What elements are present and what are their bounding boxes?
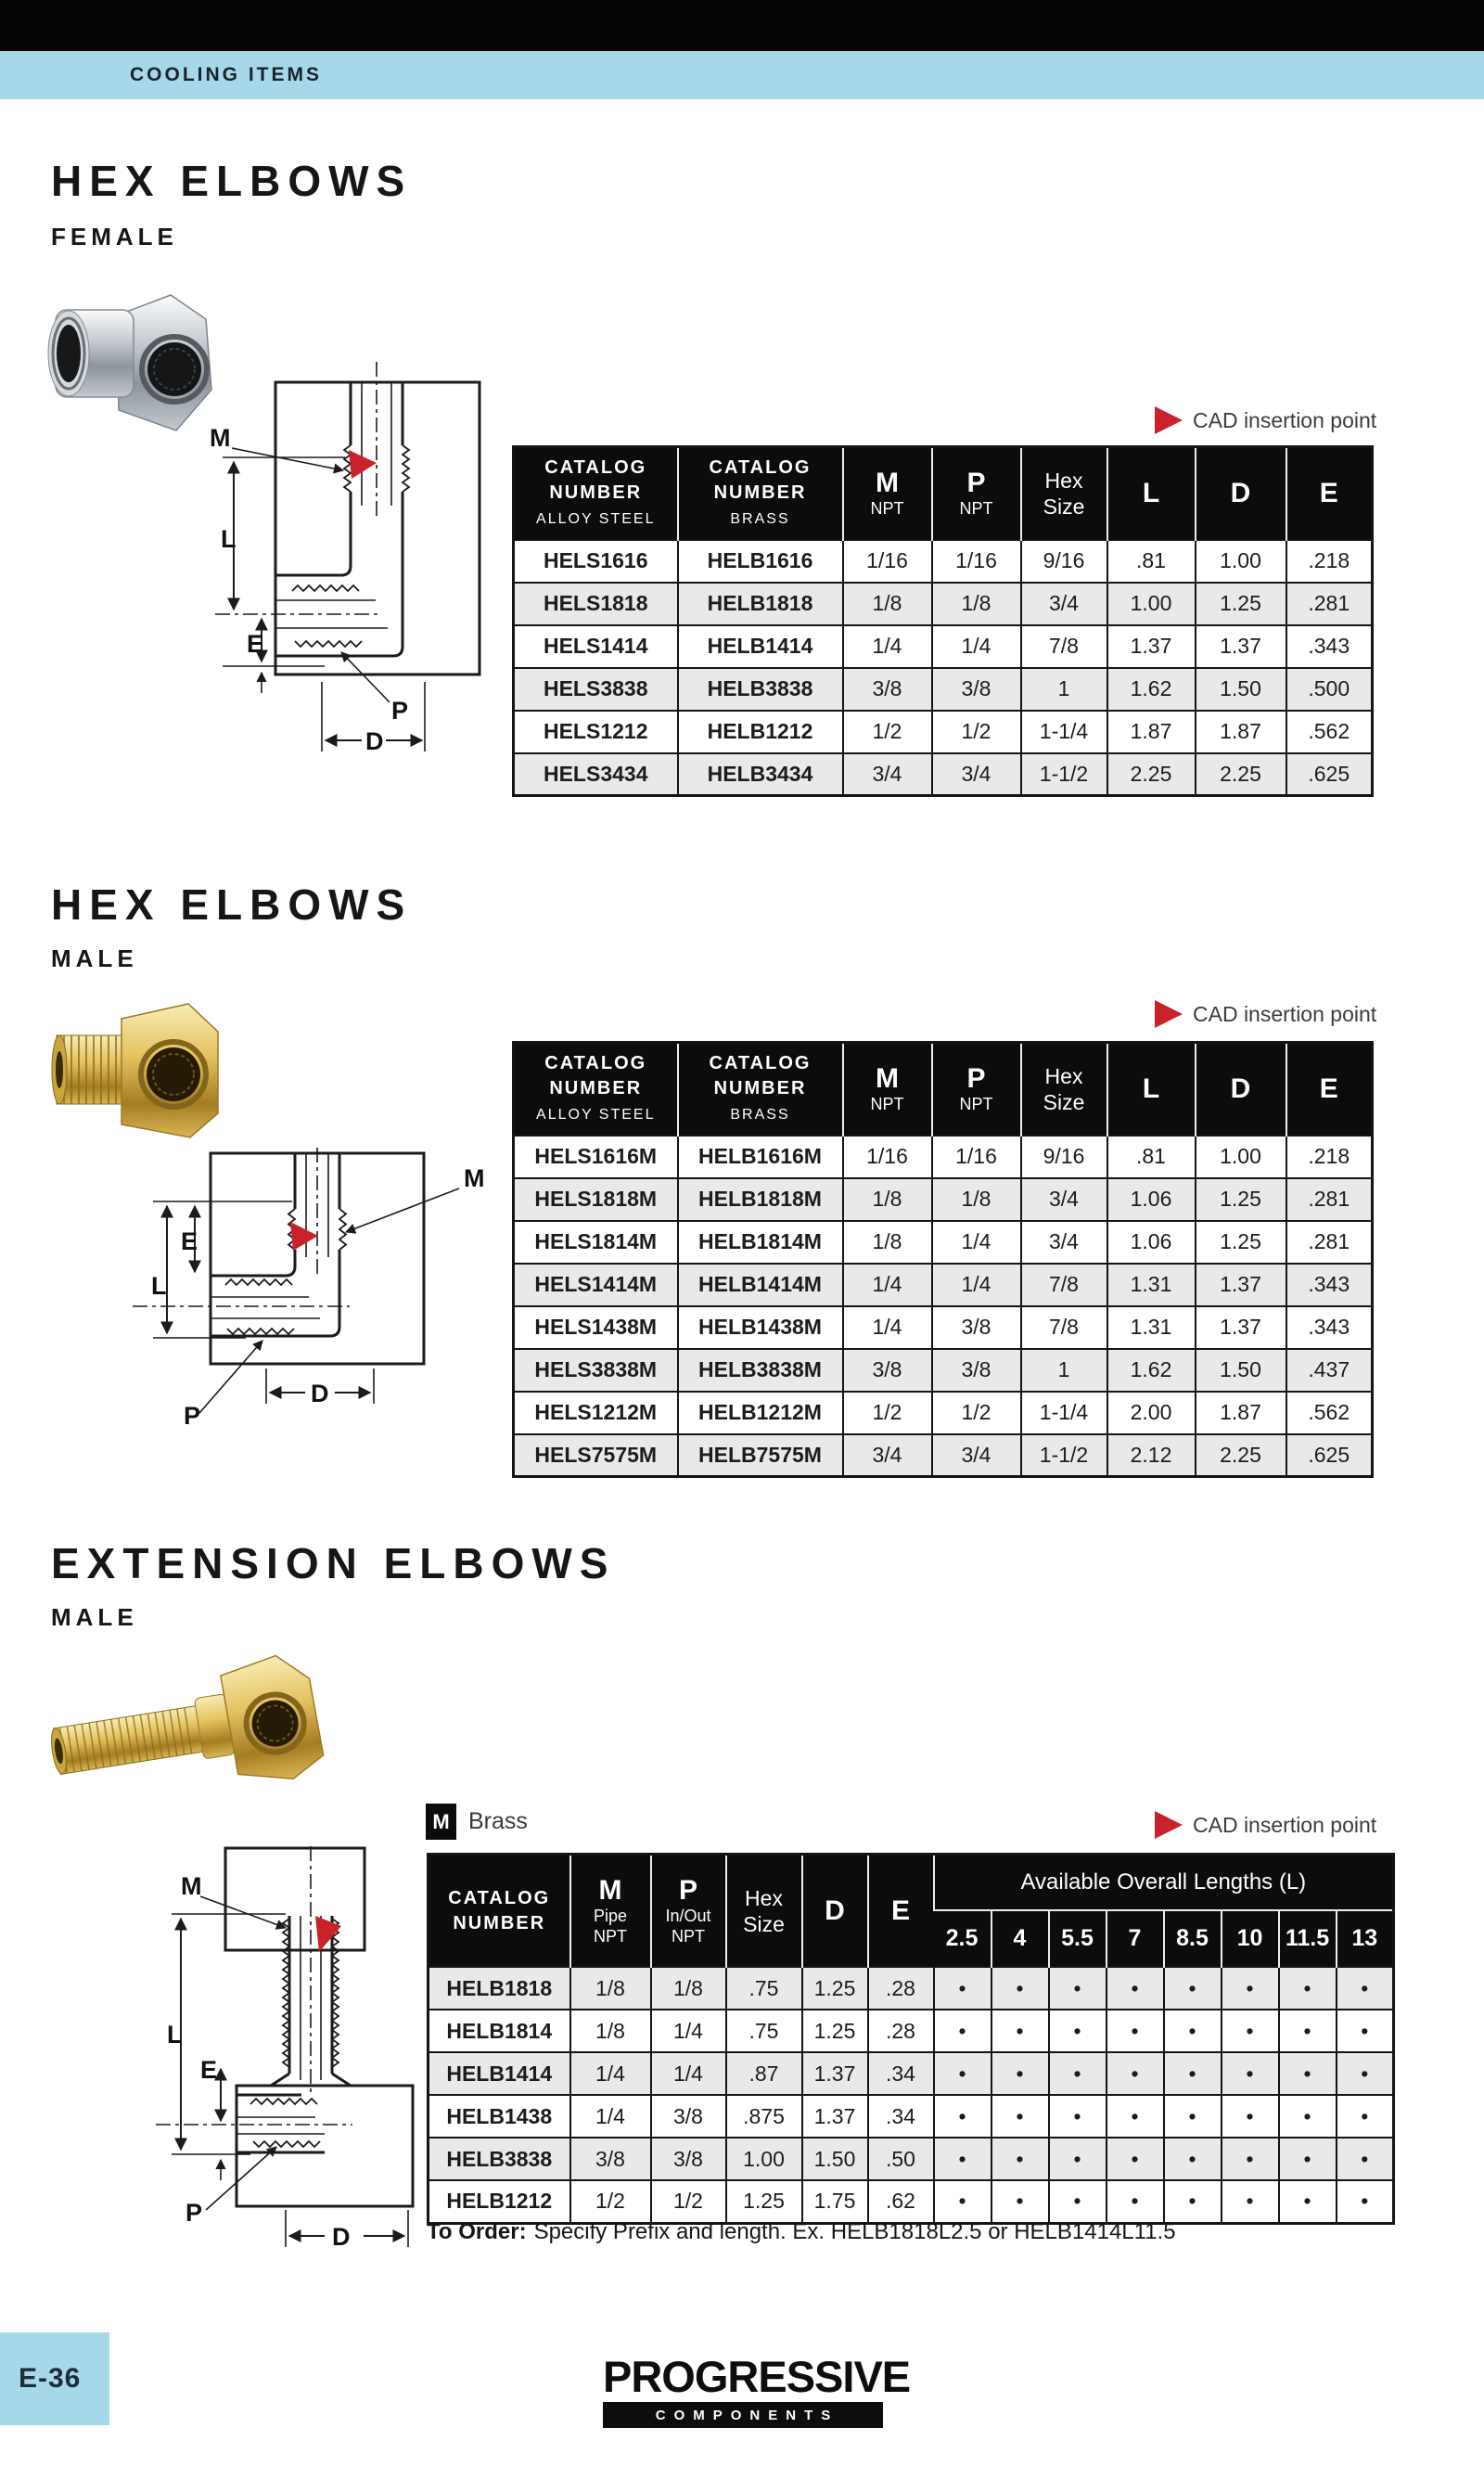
spec-value-cell: 3/4 bbox=[932, 1434, 1021, 1477]
spec-value-cell: 9/16 bbox=[1021, 540, 1107, 583]
spec-value-cell: .218 bbox=[1286, 540, 1373, 583]
availability-dot-cell: • bbox=[1337, 2052, 1394, 2095]
spec-value-cell: .625 bbox=[1286, 1434, 1373, 1477]
availability-dot-cell: • bbox=[991, 2180, 1049, 2223]
section2-subtitle: MALE bbox=[51, 944, 138, 972]
catalog-number-cell: HELB1438M bbox=[678, 1306, 843, 1349]
availability-dot-cell: • bbox=[934, 2010, 991, 2052]
availability-dot-cell: • bbox=[1049, 2010, 1107, 2052]
column-header: D bbox=[1196, 1043, 1286, 1136]
availability-dot-cell: • bbox=[1222, 1967, 1279, 2010]
availability-dot-cell: • bbox=[934, 2138, 991, 2180]
spec-value-cell: 1.00 bbox=[726, 2138, 802, 2180]
category-bar bbox=[0, 51, 1484, 99]
length-column-header: 10 bbox=[1222, 1910, 1279, 1967]
catalog-number-cell: HELB3838 bbox=[429, 2138, 570, 2180]
page-number-tab bbox=[0, 2332, 109, 2425]
availability-dot-cell: • bbox=[1107, 2010, 1164, 2052]
catalog-number-cell: HELB1616 bbox=[678, 540, 843, 583]
spec-value-cell: .28 bbox=[868, 1967, 934, 2010]
spec-value-cell: .281 bbox=[1286, 1178, 1373, 1221]
spec-value-cell: 3/4 bbox=[843, 753, 932, 796]
diagram-label-p: P bbox=[184, 1402, 201, 1430]
column-header: E bbox=[1286, 447, 1373, 540]
diagram-label-m: M bbox=[210, 424, 231, 452]
availability-dot-cell: • bbox=[991, 1967, 1049, 2010]
availability-dot-cell: • bbox=[1337, 2180, 1394, 2223]
spec-value-cell: 1/4 bbox=[843, 1264, 932, 1306]
catalog-number-cell: HELB1616M bbox=[678, 1136, 843, 1178]
spec-value-cell: .87 bbox=[726, 2052, 802, 2095]
diagram-label-e: E bbox=[200, 2056, 218, 2084]
spec-value-cell: 1/16 bbox=[843, 540, 932, 583]
availability-dot-cell: • bbox=[1279, 1967, 1337, 2010]
availability-dot-cell: • bbox=[1049, 2095, 1107, 2138]
spec-value-cell: 1.25 bbox=[726, 2180, 802, 2223]
table-row bbox=[514, 583, 1373, 625]
spec-value-cell: 1.00 bbox=[1196, 1136, 1286, 1178]
cad-arrow-icon bbox=[1155, 1000, 1183, 1028]
spec-value-cell: 3/8 bbox=[570, 2138, 651, 2180]
diagram-label-p: P bbox=[186, 2199, 203, 2227]
table-row bbox=[429, 2095, 1394, 2138]
catalog-number-cell: HELB3838M bbox=[678, 1349, 843, 1392]
spec-value-cell: .625 bbox=[1286, 753, 1373, 796]
spec-value-cell: 1.25 bbox=[1196, 1221, 1286, 1264]
table-row bbox=[514, 625, 1373, 668]
spec-value-cell: 3/8 bbox=[843, 1349, 932, 1392]
availability-dot-cell: • bbox=[1279, 2052, 1337, 2095]
extension-elbow-diagram bbox=[130, 1846, 436, 2264]
availability-dot-cell: • bbox=[934, 2052, 991, 2095]
section2-title: HEX ELBOWS bbox=[51, 880, 413, 929]
spec-value-cell: 3/4 bbox=[932, 753, 1021, 796]
spec-value-cell: 1/4 bbox=[843, 625, 932, 668]
catalog-number-cell: HELS1818M bbox=[514, 1178, 678, 1221]
spec-value-cell: 1.50 bbox=[802, 2138, 868, 2180]
male-elbows-table bbox=[512, 1041, 1374, 1478]
spec-value-cell: 2.25 bbox=[1196, 1434, 1286, 1477]
spec-value-cell: 1.37 bbox=[1107, 625, 1196, 668]
cad-arrow-icon bbox=[1155, 406, 1183, 434]
material-legend bbox=[426, 1804, 528, 1840]
spec-value-cell: .75 bbox=[726, 1967, 802, 2010]
cad-arrow-icon bbox=[1155, 1811, 1183, 1839]
availability-dot-cell: • bbox=[1107, 2095, 1164, 2138]
spec-value-cell: 7/8 bbox=[1021, 1306, 1107, 1349]
table-row bbox=[514, 668, 1373, 711]
spec-value-cell: 3/4 bbox=[1021, 1178, 1107, 1221]
spec-value-cell: 1/2 bbox=[932, 1392, 1021, 1434]
spec-value-cell: 1.31 bbox=[1107, 1264, 1196, 1306]
top-black-bar bbox=[0, 0, 1484, 51]
availability-dot-cell: • bbox=[934, 2095, 991, 2138]
length-column-header: 8.5 bbox=[1164, 1910, 1222, 1967]
spec-value-cell: 2.25 bbox=[1196, 753, 1286, 796]
spec-value-cell: 1-1/4 bbox=[1021, 1392, 1107, 1434]
spec-value-cell: .343 bbox=[1286, 625, 1373, 668]
spec-value-cell: 1/8 bbox=[932, 583, 1021, 625]
availability-dot-cell: • bbox=[1279, 2138, 1337, 2180]
cad-note-1: CAD insertion point bbox=[1155, 406, 1376, 434]
spec-value-cell: 3/8 bbox=[932, 668, 1021, 711]
availability-dot-cell: • bbox=[1222, 2095, 1279, 2138]
catalog-number-cell: HELS1438M bbox=[514, 1306, 678, 1349]
table-row bbox=[429, 2010, 1394, 2052]
catalog-number-cell: HELB3434 bbox=[678, 753, 843, 796]
catalog-number-cell: HELS3434 bbox=[514, 753, 678, 796]
spec-value-cell: 1/2 bbox=[843, 1392, 932, 1434]
column-header: CATALOG NUMBER BRASS bbox=[678, 447, 843, 540]
spec-value-cell: 1/16 bbox=[932, 1136, 1021, 1178]
spec-value-cell: 1.31 bbox=[1107, 1306, 1196, 1349]
spec-value-cell: 1/8 bbox=[570, 2010, 651, 2052]
spec-value-cell: 1/8 bbox=[570, 1967, 651, 2010]
spec-value-cell: 1.25 bbox=[1196, 583, 1286, 625]
spec-value-cell: .281 bbox=[1286, 583, 1373, 625]
spec-value-cell: .875 bbox=[726, 2095, 802, 2138]
spec-value-cell: 1 bbox=[1021, 668, 1107, 711]
spec-value-cell: 1/8 bbox=[932, 1178, 1021, 1221]
spec-value-cell: .50 bbox=[868, 2138, 934, 2180]
spec-value-cell: 3/4 bbox=[1021, 1221, 1107, 1264]
cad-note-3: CAD insertion point bbox=[1155, 1811, 1376, 1839]
spec-value-cell: .62 bbox=[868, 2180, 934, 2223]
catalog-number-cell: HELB1212 bbox=[429, 2180, 570, 2223]
catalog-number-cell: HELB1212M bbox=[678, 1392, 843, 1434]
spec-value-cell: 1/8 bbox=[843, 1221, 932, 1264]
availability-dot-cell: • bbox=[1049, 1967, 1107, 2010]
availability-dot-cell: • bbox=[1049, 2180, 1107, 2223]
column-header: Hex Size bbox=[1021, 447, 1107, 540]
spec-value-cell: 1.50 bbox=[1196, 668, 1286, 711]
availability-dot-cell: • bbox=[1164, 2138, 1222, 2180]
diagram-label-d: D bbox=[365, 727, 384, 755]
availability-dot-cell: • bbox=[1164, 2010, 1222, 2052]
catalog-number-cell: HELB7575M bbox=[678, 1434, 843, 1477]
spec-value-cell: 1/2 bbox=[651, 2180, 726, 2223]
table-row bbox=[514, 1221, 1373, 1264]
column-header: D bbox=[802, 1855, 868, 1968]
spec-value-cell: 1.37 bbox=[1196, 625, 1286, 668]
company-logo bbox=[603, 2352, 911, 2428]
spec-value-cell: 1/4 bbox=[843, 1306, 932, 1349]
availability-dot-cell: • bbox=[991, 2052, 1049, 2095]
column-header: M Pipe NPT bbox=[570, 1855, 651, 1968]
diagram-label-e: E bbox=[181, 1227, 198, 1255]
spec-value-cell: 1.37 bbox=[802, 2095, 868, 2138]
column-header: Hex Size bbox=[726, 1855, 802, 1968]
catalog-number-cell: HELS1414 bbox=[514, 625, 678, 668]
spec-value-cell: 1 bbox=[1021, 1349, 1107, 1392]
product-photo-male-elbow bbox=[51, 995, 223, 1145]
column-header: L bbox=[1107, 447, 1196, 540]
catalog-number-cell: HELB1414 bbox=[429, 2052, 570, 2095]
spec-value-cell: 1/16 bbox=[932, 540, 1021, 583]
diagram-label-e: E bbox=[247, 630, 264, 658]
spec-value-cell: .75 bbox=[726, 2010, 802, 2052]
table-row bbox=[514, 1349, 1373, 1392]
lengths-header: Available Overall Lengths (L) bbox=[934, 1855, 1394, 1911]
availability-dot-cell: • bbox=[1164, 2052, 1222, 2095]
cad-insertion-marker bbox=[349, 450, 377, 479]
availability-dot-cell: • bbox=[1164, 2095, 1222, 2138]
section1-title: HEX ELBOWS bbox=[51, 157, 413, 205]
availability-dot-cell: • bbox=[1337, 2010, 1394, 2052]
material-label: Brass bbox=[468, 1808, 528, 1834]
catalog-number-cell: HELS1814M bbox=[514, 1221, 678, 1264]
diagram-label-l: L bbox=[151, 1272, 167, 1300]
spec-value-cell: 1.62 bbox=[1107, 1349, 1196, 1392]
spec-value-cell: 7/8 bbox=[1021, 1264, 1107, 1306]
availability-dot-cell: • bbox=[1222, 2180, 1279, 2223]
spec-value-cell: 1/4 bbox=[651, 2010, 726, 2052]
table-row bbox=[514, 711, 1373, 753]
spec-value-cell: .281 bbox=[1286, 1221, 1373, 1264]
availability-dot-cell: • bbox=[991, 2010, 1049, 2052]
spec-value-cell: 3/8 bbox=[651, 2095, 726, 2138]
spec-value-cell: 3/8 bbox=[843, 668, 932, 711]
spec-value-cell: 7/8 bbox=[1021, 625, 1107, 668]
female-elbow-diagram bbox=[186, 357, 505, 803]
spec-value-cell: 1.87 bbox=[1107, 711, 1196, 753]
catalog-number-cell: HELB3838 bbox=[678, 668, 843, 711]
table-row bbox=[514, 1306, 1373, 1349]
spec-value-cell: 1/2 bbox=[570, 2180, 651, 2223]
length-column-header: 11.5 bbox=[1279, 1910, 1337, 1967]
availability-dot-cell: • bbox=[934, 2180, 991, 2223]
spec-value-cell: 1/8 bbox=[843, 583, 932, 625]
catalog-number-cell: HELB1818 bbox=[429, 1967, 570, 2010]
spec-value-cell: 1.00 bbox=[1107, 583, 1196, 625]
spec-value-cell: 1-1/2 bbox=[1021, 753, 1107, 796]
table-row bbox=[429, 2138, 1394, 2180]
to-order-note bbox=[427, 2219, 1176, 2245]
availability-dot-cell: • bbox=[1107, 2138, 1164, 2180]
availability-dot-cell: • bbox=[991, 2095, 1049, 2138]
logo-wordmark: PROGRESSIVE bbox=[603, 2352, 911, 2401]
catalog-number-cell: HELB1818M bbox=[678, 1178, 843, 1221]
availability-dot-cell: • bbox=[1164, 2180, 1222, 2223]
column-header: CATALOG NUMBER ALLOY STEEL bbox=[514, 1043, 678, 1136]
length-column-header: 7 bbox=[1107, 1910, 1164, 1967]
spec-value-cell: 1.50 bbox=[1196, 1349, 1286, 1392]
spec-value-cell: 1/4 bbox=[570, 2095, 651, 2138]
spec-value-cell: 3/4 bbox=[1021, 583, 1107, 625]
column-header: P NPT bbox=[932, 1043, 1021, 1136]
availability-dot-cell: • bbox=[1222, 2010, 1279, 2052]
diagram-label-d: D bbox=[311, 1380, 329, 1407]
spec-value-cell: 1/4 bbox=[570, 2052, 651, 2095]
spec-value-cell: 1/4 bbox=[651, 2052, 726, 2095]
spec-value-cell: 1.62 bbox=[1107, 668, 1196, 711]
spec-value-cell: .218 bbox=[1286, 1136, 1373, 1178]
catalog-number-cell: HELS1414M bbox=[514, 1264, 678, 1306]
spec-value-cell: 1.87 bbox=[1196, 1392, 1286, 1434]
spec-value-cell: 2.25 bbox=[1107, 753, 1196, 796]
spec-value-cell: .343 bbox=[1286, 1264, 1373, 1306]
section1-subtitle: FEMALE bbox=[51, 223, 178, 250]
table-row bbox=[514, 1178, 1373, 1221]
catalog-number-cell: HELB1438 bbox=[429, 2095, 570, 2138]
availability-dot-cell: • bbox=[1164, 1967, 1222, 2010]
spec-value-cell: .562 bbox=[1286, 711, 1373, 753]
table-row bbox=[514, 1392, 1373, 1434]
spec-value-cell: 1.25 bbox=[1196, 1178, 1286, 1221]
spec-value-cell: 3/4 bbox=[843, 1434, 932, 1477]
catalog-number-cell: HELS1616M bbox=[514, 1136, 678, 1178]
column-header: P In/Out NPT bbox=[651, 1855, 726, 1968]
spec-value-cell: 1.37 bbox=[1196, 1264, 1286, 1306]
section3-subtitle: MALE bbox=[51, 1603, 138, 1631]
spec-value-cell: 1.37 bbox=[802, 2052, 868, 2095]
section3-title: EXTENSION ELBOWS bbox=[51, 1539, 616, 1587]
catalog-number-cell: HELS3838M bbox=[514, 1349, 678, 1392]
diagram-label-l: L bbox=[167, 2021, 183, 2049]
length-column-header: 5.5 bbox=[1049, 1910, 1107, 1967]
product-photo-extension-elbow bbox=[51, 1644, 329, 1816]
catalog-number-cell: HELB1814M bbox=[678, 1221, 843, 1264]
table-row bbox=[429, 1967, 1394, 2010]
female-elbows-table bbox=[512, 445, 1374, 797]
extension-elbows-table bbox=[427, 1853, 1395, 2225]
spec-value-cell: .34 bbox=[868, 2052, 934, 2095]
catalog-number-cell: HELB1414 bbox=[678, 625, 843, 668]
to-order-text: Specify Prefix and length. Ex. HELB1818L2.5 or HELB1414L11.5 bbox=[533, 2219, 1176, 2244]
catalog-number-cell: HELB1414M bbox=[678, 1264, 843, 1306]
cad-note-2: CAD insertion point bbox=[1155, 1000, 1376, 1028]
table-row bbox=[514, 753, 1373, 796]
catalog-number-cell: HELS1212 bbox=[514, 711, 678, 753]
spec-value-cell: 1/2 bbox=[843, 711, 932, 753]
spec-value-cell: 1.06 bbox=[1107, 1178, 1196, 1221]
page-number: E-36 bbox=[19, 2363, 82, 2394]
catalog-number-cell: HELS1212M bbox=[514, 1392, 678, 1434]
catalog-number-cell: HELS7575M bbox=[514, 1434, 678, 1477]
catalog-number-cell: HELS1616 bbox=[514, 540, 678, 583]
availability-dot-cell: • bbox=[934, 1967, 991, 2010]
diagram-label-l: L bbox=[221, 525, 237, 553]
spec-value-cell: 1/8 bbox=[843, 1178, 932, 1221]
length-column-header: 13 bbox=[1337, 1910, 1394, 1967]
availability-dot-cell: • bbox=[1107, 2052, 1164, 2095]
length-column-header: 4 bbox=[991, 1910, 1049, 1967]
availability-dot-cell: • bbox=[1222, 2052, 1279, 2095]
diagram-label-p: P bbox=[391, 697, 409, 725]
table-row bbox=[514, 1264, 1373, 1306]
column-header: M NPT bbox=[843, 1043, 932, 1136]
spec-value-cell: 1/4 bbox=[932, 1221, 1021, 1264]
spec-value-cell: 3/8 bbox=[932, 1306, 1021, 1349]
spec-value-cell: 1.00 bbox=[1196, 540, 1286, 583]
spec-value-cell: .562 bbox=[1286, 1392, 1373, 1434]
spec-value-cell: 1-1/4 bbox=[1021, 711, 1107, 753]
spec-value-cell: 1/16 bbox=[843, 1136, 932, 1178]
spec-value-cell: 3/8 bbox=[651, 2138, 726, 2180]
column-header: CATALOG NUMBER ALLOY STEEL bbox=[514, 447, 678, 540]
spec-value-cell: 3/8 bbox=[932, 1349, 1021, 1392]
spec-value-cell: 1/4 bbox=[932, 1264, 1021, 1306]
cad-insertion-marker bbox=[290, 1222, 318, 1251]
to-order-label: To Order: bbox=[427, 2219, 527, 2244]
spec-value-cell: 1.75 bbox=[802, 2180, 868, 2223]
spec-value-cell: 1/4 bbox=[932, 625, 1021, 668]
spec-value-cell: 1.87 bbox=[1196, 711, 1286, 753]
table-row bbox=[514, 540, 1373, 583]
spec-value-cell: .500 bbox=[1286, 668, 1373, 711]
table-row bbox=[429, 2052, 1394, 2095]
spec-value-cell: 1-1/2 bbox=[1021, 1434, 1107, 1477]
spec-value-cell: 2.00 bbox=[1107, 1392, 1196, 1434]
table-row bbox=[429, 2180, 1394, 2223]
availability-dot-cell: • bbox=[1337, 2138, 1394, 2180]
material-symbol: M bbox=[426, 1804, 456, 1840]
spec-value-cell: 2.12 bbox=[1107, 1434, 1196, 1477]
spec-value-cell: .28 bbox=[868, 2010, 934, 2052]
spec-value-cell: 1.25 bbox=[802, 2010, 868, 2052]
column-header: L bbox=[1107, 1043, 1196, 1136]
column-header: CATALOG NUMBER BRASS bbox=[678, 1043, 843, 1136]
availability-dot-cell: • bbox=[1222, 2138, 1279, 2180]
category-label: COOLING ITEMS bbox=[130, 64, 322, 85]
spec-value-cell: .34 bbox=[868, 2095, 934, 2138]
spec-value-cell: .81 bbox=[1107, 540, 1196, 583]
spec-value-cell: 9/16 bbox=[1021, 1136, 1107, 1178]
availability-dot-cell: • bbox=[991, 2138, 1049, 2180]
availability-dot-cell: • bbox=[1049, 2052, 1107, 2095]
column-header: E bbox=[1286, 1043, 1373, 1136]
column-header: M NPT bbox=[843, 447, 932, 540]
column-header: E bbox=[868, 1855, 934, 1968]
diagram-label-m: M bbox=[181, 1872, 202, 1900]
catalog-number-cell: HELS3838 bbox=[514, 668, 678, 711]
availability-dot-cell: • bbox=[1049, 2138, 1107, 2180]
diagram-label-m: M bbox=[464, 1164, 485, 1192]
length-column-header: 2.5 bbox=[934, 1910, 991, 1967]
logo-tagline: COMPONENTS bbox=[603, 2402, 883, 2428]
spec-value-cell: 1.37 bbox=[1196, 1306, 1286, 1349]
availability-dot-cell: • bbox=[1337, 2095, 1394, 2138]
spec-value-cell: .81 bbox=[1107, 1136, 1196, 1178]
table-row bbox=[514, 1434, 1373, 1477]
availability-dot-cell: • bbox=[1279, 2010, 1337, 2052]
spec-value-cell: .343 bbox=[1286, 1306, 1373, 1349]
catalog-number-cell: HELB1814 bbox=[429, 2010, 570, 2052]
spec-value-cell: 1/8 bbox=[651, 1967, 726, 2010]
male-elbow-diagram bbox=[107, 1146, 505, 1494]
table-row bbox=[514, 1136, 1373, 1178]
column-header: Hex Size bbox=[1021, 1043, 1107, 1136]
availability-dot-cell: • bbox=[1279, 2095, 1337, 2138]
availability-dot-cell: • bbox=[1279, 2180, 1337, 2223]
availability-dot-cell: • bbox=[1337, 1967, 1394, 2010]
diagram-label-d: D bbox=[332, 2223, 351, 2251]
availability-dot-cell: • bbox=[1107, 2180, 1164, 2223]
availability-dot-cell: • bbox=[1107, 1967, 1164, 2010]
spec-value-cell: 1/2 bbox=[932, 711, 1021, 753]
column-header: D bbox=[1196, 447, 1286, 540]
column-header: CATALOG NUMBER bbox=[429, 1855, 570, 1968]
catalog-number-cell: HELB1212 bbox=[678, 711, 843, 753]
column-header: P NPT bbox=[932, 447, 1021, 540]
catalog-number-cell: HELB1818 bbox=[678, 583, 843, 625]
catalog-number-cell: HELS1818 bbox=[514, 583, 678, 625]
spec-value-cell: 1.06 bbox=[1107, 1221, 1196, 1264]
spec-value-cell: .437 bbox=[1286, 1349, 1373, 1392]
spec-value-cell: 1.25 bbox=[802, 1967, 868, 2010]
